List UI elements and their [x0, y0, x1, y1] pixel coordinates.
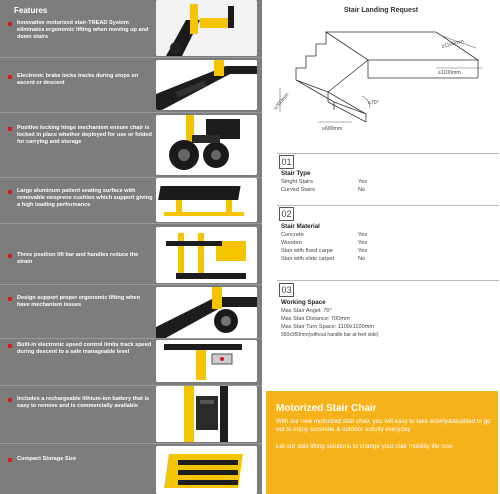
battery-photo — [156, 386, 257, 442]
block-number: 02 — [279, 207, 294, 221]
hinge-wheel-photo — [156, 115, 257, 175]
mechanism-photo — [156, 287, 257, 339]
divider — [277, 205, 499, 215]
feature-text: Design support proper ergonomic lifting when have mechanism issues — [17, 295, 141, 308]
bullet-icon — [8, 75, 12, 79]
spec-label: Concrete — [281, 232, 304, 238]
divider — [277, 280, 499, 290]
feature-text: Innovative motorized stair-TREAD System eliminates ergonomic lifting when moving up and down stairs — [17, 20, 149, 40]
divider — [277, 153, 499, 163]
divider — [0, 284, 262, 285]
feature-text: Electronic brake locks tracks during stops on ascent or descent — [17, 73, 139, 86]
features-title: Features — [14, 6, 48, 15]
spec-label: Stair with slide carpet — [281, 256, 335, 262]
stair-landing-diagram — [266, 18, 498, 136]
dim-depth: ≤700mm — [272, 91, 291, 112]
seat-cushion-photo — [156, 178, 257, 222]
feature-text: Compact Storage Size — [17, 456, 77, 462]
dim-top: ≥1100mm — [441, 38, 465, 50]
spec-label: Curved Stairs — [281, 187, 315, 193]
dim-step: ≥600mm — [322, 126, 343, 132]
stair-climber-photo — [156, 0, 257, 56]
feature-text: Three position lift bar and handles reduce the strain — [17, 252, 139, 265]
bullet-icon — [8, 22, 12, 26]
spec-value: Yes — [358, 232, 368, 238]
promo-banner — [266, 391, 498, 494]
block-heading: Stair Type — [281, 170, 311, 177]
block-heading: Working Space — [281, 299, 326, 306]
spec-value: Yes — [358, 248, 368, 254]
bullet-icon — [8, 398, 12, 402]
block-heading: Stair Material — [281, 223, 320, 230]
promo-body: With our new motorized stair chair, you will easy to take elderly&disabled to go out to enjoy sunshine & outdoor activity everyday — [276, 418, 491, 433]
divider — [0, 57, 262, 58]
folded-chair-photo — [156, 446, 257, 494]
divider — [0, 443, 262, 444]
block-number: 03 — [279, 283, 294, 297]
lift-bar-photo — [156, 227, 257, 283]
bullet-icon — [8, 458, 12, 462]
speed-control-photo — [156, 340, 257, 382]
spec-value: No — [358, 187, 366, 193]
specs-panel — [262, 0, 500, 494]
promo-title: Motorized Stair Chair — [276, 403, 377, 414]
track-brake-photo — [156, 60, 257, 110]
spec-label: Wooden — [281, 240, 302, 246]
bullet-icon — [8, 297, 12, 301]
spec-value: Yes — [358, 179, 368, 185]
spec-label: Stair with fixed carpe — [281, 248, 333, 254]
landing-title: Stair Landing Request — [343, 7, 419, 14]
dim-right: ≥1100mm — [438, 70, 461, 76]
bullet-icon — [8, 127, 12, 131]
spec-line: Max Stair Turn Space: 1100x1100mm — [281, 324, 375, 330]
spec-line: 950x950mm(without handle bar at feet side) — [281, 332, 379, 338]
feature-text: Positive locking hinge mechanism ensure chair is locked in place whether deployed for use or folded for carrying and storage — [17, 125, 152, 145]
spec-line: Max Stair Angel: 70° — [281, 308, 332, 314]
feature-text: Large aluminum patient seating surface with removable neoprene cushion which support giving a high loading performance — [17, 188, 153, 208]
bullet-icon — [8, 190, 12, 194]
divider — [0, 338, 262, 339]
promo-body-secondary: Let our stair lifting solutions to change your stair mobility life now — [276, 443, 453, 450]
spec-value: No — [358, 256, 366, 262]
dim-angle: ≤70° — [368, 100, 379, 106]
bullet-icon — [8, 254, 12, 258]
block-number: 01 — [279, 155, 294, 169]
divider — [0, 112, 262, 113]
spec-label: Stright Stairs — [281, 179, 314, 185]
bullet-icon — [8, 344, 12, 348]
spec-value: Yes — [358, 240, 368, 246]
feature-text: Includes a rechargeable lithium-ion battery that is easy to remove and is commercially available — [17, 396, 150, 409]
spec-line: Max Stair Distance: 700mm — [281, 316, 350, 322]
divider — [0, 223, 262, 224]
feature-text: Built-in electronic speed control limits track speed during descent to a safe manageable level — [17, 342, 152, 355]
